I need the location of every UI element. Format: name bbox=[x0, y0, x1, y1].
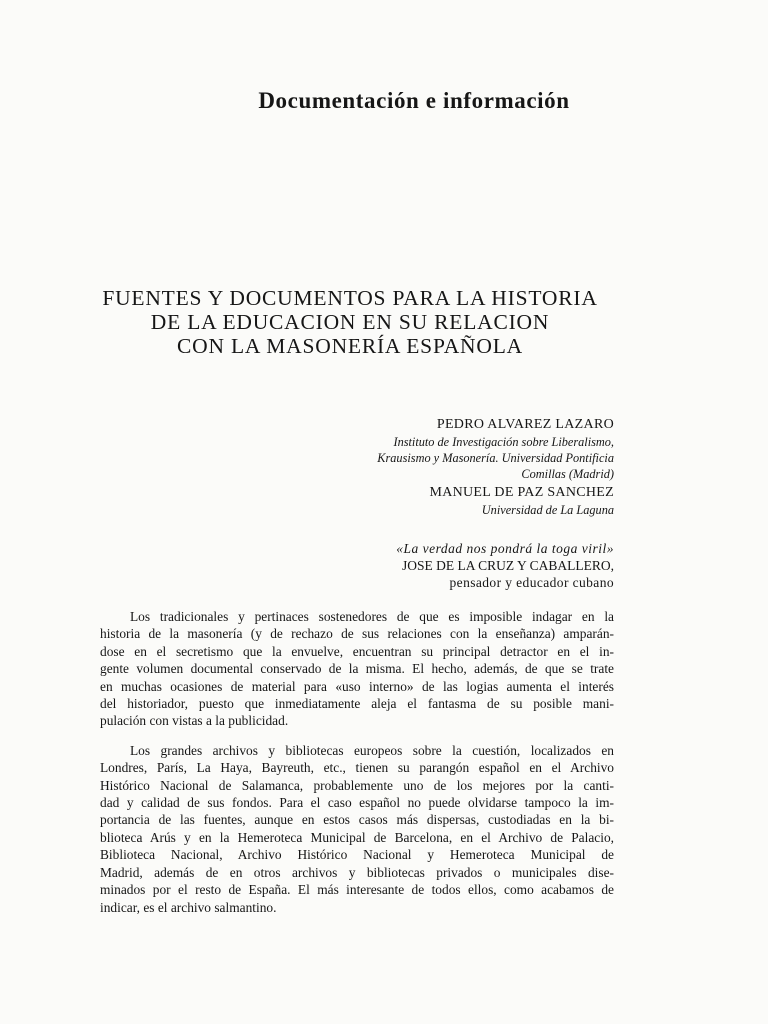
article-body bbox=[100, 608, 614, 916]
epigraph-quote: «La verdad nos pondrá la toga viril» bbox=[396, 541, 614, 556]
text-line: gente volumen documental conservado de la misma. El hecho, además, de que se trate bbox=[100, 661, 614, 677]
article-title bbox=[30, 286, 670, 358]
text-line: Los grandes archivos y bibliotecas europeos sobre la cuestión, localizados en bbox=[130, 742, 614, 758]
epigraph-author: JOSE DE LA CRUZ Y CABALLERO, bbox=[401, 558, 614, 573]
text-line: blioteca Arús y en la Hemeroteca Municipal de Barcelona, en el Archivo de Palacio, bbox=[100, 829, 614, 845]
text-line: dose en el secretismo que la envuelve, encuentran su principal detractor en el in- bbox=[100, 643, 614, 659]
affiliation-line: Instituto de Investigación sobre Liberalismo, bbox=[393, 435, 614, 449]
author-name: MANUEL DE PAZ SANCHEZ bbox=[429, 485, 614, 500]
section-heading: Documentación e información bbox=[258, 88, 570, 113]
text-line: en muchas ocasiones de material para «uso interno» de las logias aumenta el interés bbox=[100, 678, 614, 694]
epigraph bbox=[194, 540, 614, 591]
title-line: DE LA EDUCACION EN SU RELACION bbox=[150, 310, 550, 334]
author-affiliation bbox=[194, 434, 614, 482]
text-line: Los tradicionales y pertinaces sostenedores de que es imposible indagar en la bbox=[130, 609, 614, 624]
text-line: portancia de las fuentes, aunque en estos casos más dispersas, custodiadas en la bi- bbox=[100, 812, 614, 828]
affiliation-line: Universidad de La Laguna bbox=[481, 503, 614, 517]
text-line: del historiador, puesto que inmediatamente aleja el fantasma de su posible mani- bbox=[100, 696, 614, 712]
text-line: Histórico Nacional de Salamanca, probablemente uno de los mejores por la canti- bbox=[100, 777, 614, 793]
body-paragraph bbox=[100, 742, 614, 916]
author-block bbox=[194, 484, 614, 518]
text-line: Londres, París, La Haya, Bayreuth, etc., tienen su parangón español en el Archivo bbox=[100, 760, 614, 776]
text-line: Madrid, además de en otros archivos y bibliotecas privados o municipales dise- bbox=[100, 864, 614, 880]
affiliation-line: Comillas (Madrid) bbox=[521, 467, 614, 481]
title-line: FUENTES Y DOCUMENTOS PARA LA HISTORIA bbox=[102, 286, 598, 310]
text-line: pulación con vistas a la publicidad. bbox=[100, 713, 289, 729]
text-line: dad y calidad de sus fondos. Para el caso español no puede olvidarse tampoco la im- bbox=[100, 795, 614, 811]
affiliation-line: Krausismo y Masonería. Universidad Pontificia bbox=[377, 451, 614, 465]
byline bbox=[194, 416, 614, 518]
body-paragraph bbox=[100, 608, 614, 730]
text-line: Biblioteca Nacional, Archivo Histórico Nacional y Hemeroteca Municipal de bbox=[100, 847, 614, 863]
text-line: minados por el resto de España. El más interesante de todos ellos, como acabamos de bbox=[100, 882, 614, 898]
text-line: indicar, es el archivo salmantino. bbox=[100, 899, 277, 915]
title-line: CON LA MASONERÍA ESPAÑOLA bbox=[177, 334, 523, 358]
author-block bbox=[194, 416, 614, 482]
epigraph-author-role: pensador y educador cubano bbox=[449, 575, 614, 590]
text-line: historia de la masonería (y de rechazo de sus relaciones con la enseñanza) amparán- bbox=[100, 626, 614, 642]
author-name: PEDRO ALVAREZ LAZARO bbox=[436, 417, 614, 432]
author-affiliation bbox=[194, 502, 614, 518]
